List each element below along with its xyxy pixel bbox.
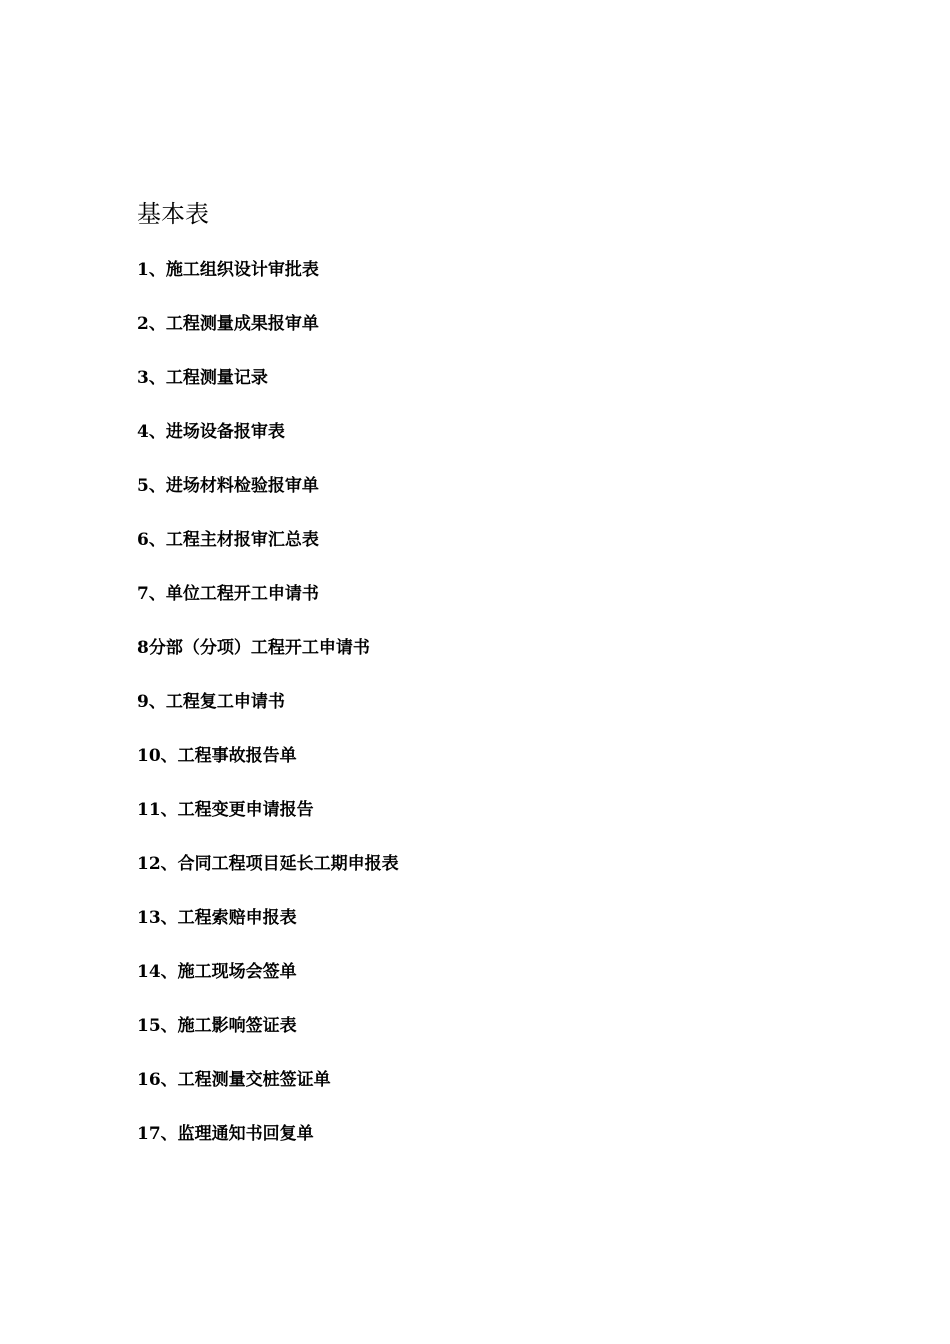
list-item: 6、工程主材报审汇总表 [137,530,319,550]
list-item: 9、工程复工申请书 [137,692,285,712]
list-item: 2、工程测量成果报审单 [137,314,319,334]
list-item: 5、进场材料检验报审单 [137,476,319,496]
document-content [137,196,837,1176]
list-item: 10、工程事故报告单 [137,746,297,766]
list-item: 4、进场设备报审表 [137,422,285,442]
list-item: 3、工程测量记录 [137,368,268,388]
document-title: 基本表 [137,200,209,228]
list-item: 17、监理通知书回复单 [137,1124,314,1144]
list-item: 16、工程测量交桩签证单 [137,1070,331,1090]
list-item: 11、工程变更申请报告 [137,800,314,820]
list-item: 14、施工现场会签单 [137,962,297,982]
form-list [137,258,837,1146]
list-item: 12、合同工程项目延长工期申报表 [137,854,399,874]
list-item: 7、单位工程开工申请书 [137,584,319,604]
list-item: 8分部（分项）工程开工申请书 [137,638,370,658]
list-item: 1、施工组织设计审批表 [137,260,319,280]
list-item: 13、工程索赔申报表 [137,908,297,928]
list-item: 15、施工影响签证表 [137,1016,297,1036]
